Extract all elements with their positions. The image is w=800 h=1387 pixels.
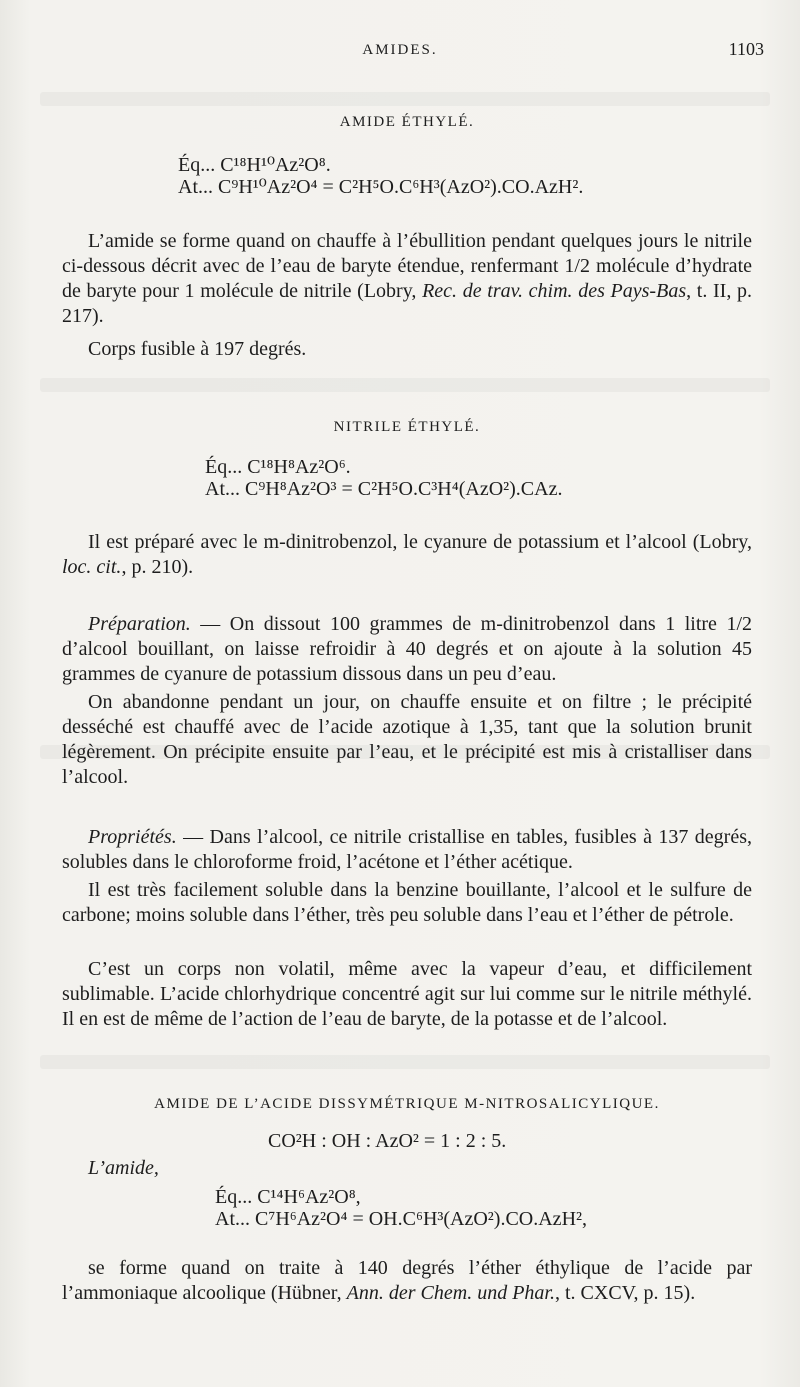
properties-label: Propriétés. bbox=[88, 826, 177, 848]
paragraph bbox=[62, 1256, 752, 1306]
paragraph: C’est un corps non volatil, même avec la vapeur d’eau, et difficilement sublimable. L’acide chlorhydrique concentré agit sur lui comme sur le nitrile méthylé. Il en est de même de l’action de l’eau de baryte, de la potasse et de l’alcool. bbox=[62, 958, 752, 1030]
positions-formula: CO²H : OH : AzO² = 1 : 2 : 5. bbox=[268, 1130, 507, 1152]
paragraph-text: L’amide se forme quand on chauffe à l’ébullition pendant quelques jours le nitrile ci-dessous décrit avec de l’eau de baryte étendue, renfermant 1/2 molécule d’hydrate de baryte pour 1 molécule de nitrile (Lobry, bbox=[62, 230, 752, 302]
show-through bbox=[40, 378, 770, 392]
preparation-label: Préparation. bbox=[88, 613, 191, 635]
show-through bbox=[40, 92, 770, 106]
paragraph-text: Il est préparé avec le m-dinitrobenzol, le cyanure de potassium et l’alcool (Lobry, bbox=[88, 531, 752, 553]
paragraph-preparation bbox=[62, 612, 752, 687]
paragraph-text: , p. 210). bbox=[121, 556, 194, 578]
paragraph bbox=[62, 229, 752, 329]
formula-atomic: At... C⁹H¹⁰Az²O⁴ = C²H⁵O.C⁶H³(AzO²).CO.AzH². bbox=[178, 176, 584, 198]
paragraph bbox=[62, 530, 752, 580]
paragraph-text: se forme quand on traite à 140 degrés l’éther éthylique de l’acide par l’ammoniaque alcoolique (Hübner, bbox=[62, 1257, 752, 1304]
page-number: 1103 bbox=[728, 39, 764, 59]
paragraph: Corps fusible à 197 degrés. bbox=[88, 338, 307, 360]
paragraph-text: — Dans l’alcool, ce nitrile cristallise en tables, fusibles à 137 degrés, solubles dans le chloroforme froid, l’acétone et l’éther acétique. bbox=[62, 826, 752, 873]
lead-text: L’amide, bbox=[88, 1157, 159, 1179]
running-head: AMIDES. bbox=[362, 42, 438, 58]
paragraph: Il est très facilement soluble dans la benzine bouillante, l’alcool et le sulfure de carbone; moins soluble dans l’éther, très peu soluble dans l’eau et l’éther de pétrole. bbox=[62, 879, 752, 926]
page-header bbox=[0, 39, 800, 68]
show-through bbox=[40, 1055, 770, 1069]
formula-atomic: At... C⁹H⁸Az²O³ = C²H⁵O.C³H⁴(AzO²).CAz. bbox=[205, 478, 563, 500]
paragraph-text: , t. CXCV, p. 15). bbox=[555, 1282, 696, 1304]
paragraph-properties bbox=[62, 825, 752, 875]
citation: Ann. der Chem. und Phar. bbox=[346, 1282, 555, 1304]
section-title-amide-acide: AMIDE DE L’ACIDE DISSYMÉTRIQUE M-NITROSALICYLIQUE. bbox=[154, 1096, 660, 1112]
formula-equivalent: Éq... C¹⁸H¹⁰Az²O⁸. bbox=[178, 154, 331, 176]
section-title-nitrile-ethyle: NITRILE ÉTHYLÉ. bbox=[333, 419, 481, 435]
formula-equivalent: Éq... C¹⁴H⁶Az²O⁸, bbox=[215, 1186, 361, 1208]
paragraph-text: — On dissout 100 grammes de m-dinitrobenzol dans 1 litre 1/2 d’alcool bouillant, on laisse refroidir à 40 degrés et on ajoute à la solution 45 grammes de cyanure de potassium dissous dans un peu d’eau. bbox=[62, 613, 752, 685]
citation: Rec. de trav. chim. des Pays-Bas bbox=[422, 280, 687, 302]
paragraph-text: , t. II, p. 217). bbox=[62, 280, 753, 327]
paragraph: On abandonne pendant un jour, on chauffe ensuite et on filtre ; le précipité desséché est chauffé avec de l’acide azotique à 1,35, tant que la solution brunit légèrement. On précipite ensuite par l’eau, et le précipité est mis à cristalliser dans l’alcool. bbox=[62, 691, 752, 788]
formula-atomic: At... C⁷H⁶Az²O⁴ = OH.C⁶H³(AzO²).CO.AzH², bbox=[215, 1208, 588, 1230]
formula-equivalent: Éq... C¹⁸H⁸Az²O⁶. bbox=[205, 456, 351, 478]
citation: loc. cit. bbox=[62, 556, 122, 578]
section-title-amide-ethyle: AMIDE ÉTHYLÉ. bbox=[339, 114, 475, 130]
